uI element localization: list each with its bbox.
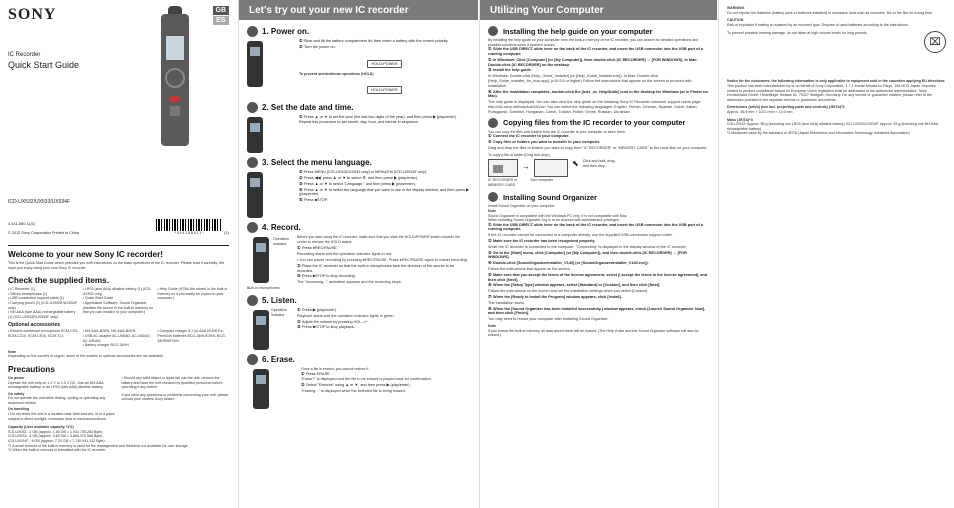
mass-title: Mass (JEITA)*3 bbox=[727, 117, 753, 122]
supplied-title: Check the supplied items. bbox=[8, 276, 110, 286]
barcode bbox=[156, 219, 222, 231]
recorder-illustration bbox=[247, 172, 263, 218]
so-intro: Install Sound Organizer on your computer. bbox=[488, 204, 556, 209]
precaution-text: • Should any solid object or liquid fall into the unit, remove the battery and have the unit checked by qualified personnel before operating it any further. bbox=[121, 375, 223, 390]
barcode-suffix: (1) bbox=[224, 230, 229, 235]
ic-recorder-label: IC RECORDER or MEMORY CARD bbox=[488, 178, 518, 187]
supplied-item: • LR03 (size AAA) alkaline battery (1) (ICD-UX532 only) bbox=[82, 287, 152, 296]
copyright: © 2012 Sony Corporation Printed in China bbox=[8, 231, 79, 235]
step-1-item: ② Turn the power on. bbox=[299, 44, 336, 49]
hold-caption: To prevent unintentional operations (HOLD) bbox=[299, 71, 374, 76]
optional-item: • Battery charger BCG-34HH bbox=[82, 343, 129, 348]
help-item: ① Slide the USB DIRECT slide lever on the back of the IC recorder, and insert the USB connector into the USB port of a running computer. bbox=[488, 47, 703, 56]
mass-text: ICD-UX532: Approx. 58 g (including one LR03 (size AAA) alkaline battery) ICD-UX533/UX534F: Approx. 53 g (including one NH-AAA rechargeable battery) bbox=[727, 122, 939, 131]
optional-item: • NH-AAA-B2KN, NH-AAA-B2EN bbox=[82, 329, 136, 334]
step-3-item: ② Press ◀◀, press ▲ or ▼ to select ⚙, and then press ▶ (play/enter). bbox=[299, 175, 419, 180]
step-6-sub: "Erasing..." is displayed while the selected file is being erased. bbox=[301, 388, 406, 393]
part-number: 4-441-880-11(1) bbox=[8, 222, 36, 226]
step-6-header bbox=[247, 354, 470, 365]
supplied-item: • Carrying pouch (1) (ICD-UX533F/UX534F only) bbox=[8, 300, 77, 310]
handling-title: On handling bbox=[8, 407, 29, 412]
step-dot-icon bbox=[247, 26, 258, 37]
step-6-sub: "Erase?" is displayed and the file to be erased is played back for confirmation. bbox=[301, 377, 432, 382]
computer-label: Your computer bbox=[530, 178, 554, 183]
step-4-item: ① Press ●REC/PAUSE. bbox=[297, 246, 338, 251]
step-3-header bbox=[247, 157, 470, 168]
warning-text: Do not expose the batteries (battery pack or batteries installed) to excessive heat such as sunshine, fire or the like for a long time. bbox=[727, 10, 933, 15]
step-3-item: ③ Press ▲ or ▼ to select "Language," and then press ▶ (play/enter). bbox=[299, 181, 417, 186]
step-dot-icon bbox=[247, 222, 258, 233]
so-item: ① Slide the USB DIRECT slide lever on the back of the IC recorder, and insert the USB connector into the USB port of a running computer. bbox=[488, 222, 703, 232]
capacity-line: ICD-UX532 : 2 GB (approx. 1.60 GB = 1,932,735,283 Byte) bbox=[8, 429, 103, 434]
caution-title: CAUTION bbox=[727, 18, 744, 23]
supplied-item: • Quick Start Guide bbox=[82, 296, 114, 301]
caution-text: Risk of explosion if battery is replaced by an incorrect type. Dispose of used batteries according to the instructions. bbox=[727, 22, 909, 27]
precautions-body bbox=[8, 376, 229, 421]
step-5-header bbox=[247, 295, 470, 306]
operation-indicator-label: Operation indicator bbox=[273, 237, 289, 246]
step-4-header bbox=[247, 222, 470, 233]
step-2-header bbox=[247, 102, 470, 113]
help-item-sub: The help guide is displayed. You can also view the help guide on the following Sony IC Recorder customer support home page: http://rd1.sony.net/help/icd/u50/ce/ You can select the following languages: English, French, German, Spanish, Dutch, Italian, Portuguese, Swedish, Hungarian, Czech, Turkish, Polish, Greek, Russian, Ukrainian bbox=[488, 100, 702, 114]
dim-text: Approx. 36.6 mm × 102.0 mm × 13.9 mm bbox=[727, 109, 793, 114]
so-hint: When installing Sound Organizer, log in to an account with administrator privileges. bbox=[488, 218, 620, 223]
precaution-text: If you have any questions or problems concerning your unit, please consult your nearest Sony dealer. bbox=[121, 392, 229, 402]
step-dot-icon bbox=[247, 102, 258, 113]
help-item: ④ After the installation completes, double-click the [icdx_ux_HelpGuide] icon in the desktop for Windows (or in Finder for Mac). bbox=[488, 89, 709, 99]
optional-item: • Compact charger & 2 pc AAA Ni-MH Ex-Premium batteries BCG-34HUE2KN, BCG-34HRMF2KN bbox=[157, 329, 227, 343]
recorder-illustration bbox=[161, 6, 189, 146]
supplied-item: • Stereo headphones (1) bbox=[8, 291, 48, 296]
step-6-item: ② Select "Execute" using ▲ or ▼, and then press ▶ (play/enter). bbox=[301, 383, 411, 388]
copy-title: Copying files from the IC recorder to your computer bbox=[503, 118, 686, 128]
lang-code-es: ES bbox=[213, 16, 230, 25]
step-4-sub: • You can pause recording by pressing ●REC/PAUSE. Press ●REC/PAUSE again to restart recording. bbox=[297, 257, 468, 262]
drag-instruction: Click and hold, drag, and then drop. bbox=[582, 159, 616, 168]
so-item: ⑤ Make sure that you accept the terms of the license agreement, select [I accept the terms in the license agreement], and then click [Next]. bbox=[488, 272, 708, 282]
built-in-mic-label: Built-in microphones bbox=[247, 286, 280, 291]
optional-item: • USB AC adaptor AC-U50AD, AC-U50AG, AC-U50AG bbox=[82, 333, 151, 343]
supplied-items bbox=[8, 287, 229, 319]
supplied-item: • USB connection support cable (1) bbox=[8, 296, 64, 301]
step-1-item: ① Slide and lift the battery compartment lid, then insert a battery with the correct polarity. bbox=[299, 39, 449, 43]
recorder-back-illustration bbox=[247, 41, 263, 87]
note-label: Note bbox=[8, 349, 16, 354]
hold-switch-label: HOLD•POWER bbox=[367, 60, 401, 68]
try-out-column bbox=[238, 0, 478, 508]
help-guide-title: Installing the help guide on your computer bbox=[503, 26, 653, 36]
dim-title: Dimensions (w/h/d) (not incl. projecting parts and controls) (JEITA)*3 bbox=[727, 105, 845, 110]
step-5-item: ② Adjust the volume by pressing VOL –/+. bbox=[297, 319, 369, 324]
supplied-item: • NH-AAA (size AAA) rechargeable battery (1) (ICD-UX533F/UX534F only) bbox=[8, 310, 76, 319]
so-note-label: Note bbox=[488, 208, 496, 213]
step-2-item: ① Press ▲ or ▼ to set the year (the last two digits of the year), and then press ▶ (play/enter). Repeat this procedure to set month, day, hour, and minute in sequence. bbox=[299, 115, 458, 124]
step-4-item: ② Place the IC recorder so that the built-in microphones face the direction of the source to be recorded. bbox=[297, 263, 455, 273]
step-2-title: 2. Set the date and time. bbox=[262, 103, 354, 113]
so-item: ② Make sure the IC recorder has been recognized properly. bbox=[488, 239, 596, 244]
capacity-title: Capacity (User available capacity *1*2) bbox=[8, 425, 74, 430]
so-item-sub: The installation starts. bbox=[488, 300, 525, 305]
step-5-item: ③ Press ■STOP to stop playback. bbox=[297, 325, 355, 330]
copy-item-sub: Drag and drop the files or folders you want to copy from "IC RECORDER" or "MEMORY CARD" to the local disk on your computer. bbox=[488, 145, 708, 150]
so-item-sub: If the IC recorder cannot be connected to a computer directly, use the supplied USB connection support cable. bbox=[488, 233, 673, 238]
step-3-title: 3. Select the menu language. bbox=[262, 158, 372, 168]
step-6-note: Once a file is erased, you cannot restore it. bbox=[301, 366, 370, 371]
legal-column bbox=[718, 0, 954, 508]
so-item-sub: While the IC recorder is connected to the computer, "Connecting" is displayed in the display window of the IC recorder. bbox=[488, 244, 687, 249]
lang-code-gb: GB bbox=[213, 6, 230, 15]
recorder-illustration bbox=[253, 369, 269, 409]
step-4-title: 4. Record. bbox=[262, 223, 301, 233]
copy-caption: To copy a file or folder (Drag and drop) bbox=[488, 152, 550, 157]
barcode-number: * 4 4 4 1 8 8 0 1 1 * bbox=[174, 231, 204, 235]
step-dot-icon bbox=[247, 295, 258, 306]
help-item: ② In Windows: Click [Computer] (or [My Computer]), then double-click [IC RECORDER] → [FOR WINDOWS]. In Mac: Double-click [IC RECORDER] on the desktop. bbox=[488, 57, 698, 67]
sound-organizer-title: Installing Sound Organizer bbox=[503, 192, 598, 202]
recorder-illustration bbox=[253, 237, 269, 283]
note-text: Depending on the country or region, some of the models or optional accessories are not available. bbox=[8, 354, 164, 359]
eu-title: Notice for the customers: the following information is only applicable to equipment sold in the countries applying EU directives bbox=[727, 79, 945, 84]
so-item: ④ Double-click [SoundOrganizerInstaller_V140] (or [SoundOrganizerInstaller_V140.exe]). bbox=[488, 261, 649, 266]
recorder-illustration bbox=[253, 310, 269, 350]
copy-header bbox=[488, 118, 709, 128]
help-guide-header bbox=[488, 26, 709, 36]
so-item-sub: Follow the instructions that appear on the screen. bbox=[488, 267, 571, 272]
hearing-text: To prevent possible hearing damage, do not listen at high volume levels for long periods. bbox=[727, 31, 868, 36]
so-item: ⑦ When the [Ready to Install the Program] window appears, click [Install]. bbox=[488, 295, 622, 300]
step-5-title: 5. Listen. bbox=[262, 295, 297, 305]
step-4-sub: The "Accessing..." animation appears and the recording stops. bbox=[297, 280, 402, 285]
model-numbers: ICD-UX532/UX533/UX534F bbox=[8, 199, 70, 205]
product-name: IC Recorder bbox=[8, 52, 41, 58]
capacity-line: ICD-UX533 : 4 GB (approx. 3.60 GB = 3,865,470,566 Byte) bbox=[8, 434, 103, 439]
so-item-sub: Follow the instructions on the screen and set the installation settings when you select [Custom]. bbox=[488, 289, 649, 294]
step-4-sub: Recording starts and the operation indicator lights in red. bbox=[297, 252, 393, 257]
mass-note: *3 Measured value by the standard of JEITA (Japan Electronics and Information Technology Industries Association) bbox=[727, 131, 910, 136]
recorder-illustration bbox=[247, 117, 263, 153]
sony-logo: SONY bbox=[8, 6, 57, 23]
cover-column bbox=[0, 0, 237, 508]
optional-title: Optional accessories bbox=[8, 322, 61, 329]
so-item: ⑥ When the [Setup Type] window appears, select [Standard] or [Custom], and then click [Next]. bbox=[488, 283, 661, 288]
so-end-note: You may need to restart your computer after installing Sound Organizer. bbox=[488, 317, 609, 322]
weee-bin-icon: ⌧ bbox=[924, 31, 946, 53]
step-1-header bbox=[247, 26, 470, 37]
safety-title: On safety bbox=[8, 391, 25, 396]
capacity-line: ICD-UX534F : 8 GB (approx. 7.20 GB = 7,730,941,132 Byte) bbox=[8, 439, 105, 444]
step-3-item: ⑤ Press ■STOP. bbox=[299, 198, 328, 203]
copy-item: ② Copy files or folders you want to transfer to your computer. bbox=[488, 139, 601, 144]
step-3-item: ① Press MENU (ICD-UX532/UX533 only) or MENU/FM (ICD-UX534F only). bbox=[299, 170, 428, 175]
hold-switch-label: HOLD•POWER bbox=[367, 86, 401, 94]
folder-icon bbox=[488, 159, 518, 177]
supplied-item: • IC Recorder (1) bbox=[8, 287, 36, 292]
so-item: ③ Go to the [Start] menu, click [Computer] (or [My Computer]), and then double-click [IC RECORDER] → [FOR WINDOWS]. bbox=[488, 250, 687, 260]
power-text: Operate the unit only on 1.2 V or 1.5 V DC. Use an NH-AAA rechargeable battery or an LR03 (size AAA) alkaline battery. bbox=[8, 380, 104, 390]
step-3-item: ④ Press ▲ or ▼ to select the language that you want to use in the display window, and then press ▶ (play/enter). bbox=[299, 187, 469, 197]
step-dot-icon bbox=[488, 26, 498, 36]
guide-title: Quick Start Guide bbox=[8, 60, 80, 70]
so-note: Sound Organizer is compatible with the Windows PC only. It is not compatible with Mac. bbox=[488, 213, 628, 218]
step-6-title: 6. Erase. bbox=[262, 354, 295, 364]
computer-window-icon bbox=[534, 159, 568, 177]
divider bbox=[8, 245, 229, 246]
power-title: On power bbox=[8, 375, 25, 380]
operation-indicator-label: Operation indicator bbox=[271, 307, 287, 317]
drag-drop-illustration bbox=[488, 159, 709, 177]
final-note-label: Note bbox=[488, 324, 496, 329]
so-item: ⑧ When the [Sound Organizer has been installed successfully.] window appears, check [Launch Sound Organizer Now], and then click [Finish]. bbox=[488, 306, 706, 316]
help-guide-intro: By installing the help guide on your computer from the built-in memory of the IC recorder, you can search for detailed operations and possible solutions when a problem occurs. bbox=[488, 38, 699, 47]
step-4-item: ③ Press ■STOP to stop recording. bbox=[297, 274, 356, 279]
welcome-body: This is the Quick Start Guide which provides you with instructions on the basic operations of the IC recorder. Please read it carefully. We hope you enjoy using your new Sony IC recorder. bbox=[8, 261, 225, 270]
footnote: *1 A small amount of the built-in memory is used for the management and therefore not available for user storage. bbox=[8, 443, 189, 448]
computer-column bbox=[479, 0, 717, 508]
step-1-title: 1. Power on. bbox=[262, 27, 310, 36]
precautions-title: Precautions bbox=[8, 364, 55, 374]
warning-title: WARNING bbox=[727, 6, 745, 10]
final-note: If you format the built-in memory, all data stored there will be erased. (The Help Guide and the Sound Organizer software will also be erased.) bbox=[488, 328, 699, 338]
footnote: *2 When the built-in memory is formatted with the IC recorder. bbox=[8, 448, 107, 453]
step-dot-icon bbox=[488, 192, 498, 202]
sound-organizer-header bbox=[488, 192, 709, 202]
safety-text: Do not operate the unit while driving, cycling or operating any motorized vehicle. bbox=[8, 396, 106, 405]
supplied-item: • Help Guide (HTML file stored in the built-in memory so it can easily be copied to your computer.) bbox=[157, 287, 228, 301]
eu-text: This product has been manufactured by or on behalf of Sony Corporation, 1-7-1 Konan Minato-ku Tokyo, 108-0075 Japan. Inquiries related to product compliance based on European Union legislation shall be addressed to the authorized representative, Sony Deutschland GmbH, Hedelfinger Strasse 61, 70327 Stuttgart, Germany. For any service or guarantee matters, please refer to the addresses provided in the separate service or guarantee documents. bbox=[727, 83, 936, 102]
copy-intro: You can copy the files and folders from the IC recorder to your computer to store them. bbox=[488, 129, 626, 134]
cursor-icon: ⬉ bbox=[572, 159, 579, 169]
help-item: ③ Install the help guide. bbox=[488, 68, 532, 73]
step-dot-icon bbox=[247, 354, 258, 365]
optional-item: • Electret condenser microphone ECM-CS3, ECM-CZ10, ECM-CS10, ECM-TL1 bbox=[8, 329, 79, 338]
step-5-sub: Playback starts and the operation indicator lights in green. bbox=[297, 313, 395, 318]
computer-band: Utilizing Your Computer bbox=[480, 0, 717, 20]
step-dot-icon bbox=[247, 157, 258, 168]
handling-text: • Do not leave the unit in a location near heat sources, or in a place subject to direct sunlight, excessive dust or mechanical shock. bbox=[8, 412, 115, 421]
step-4-note: Before you start using the IC recorder, make sure that you slide the HOLD•POWER switch towards the center to release the HOLD status. bbox=[297, 235, 461, 244]
step-5-item: ① Press ▶ (play/enter). bbox=[297, 307, 337, 312]
copy-item: ① Connect the IC recorder to your computer. bbox=[488, 134, 570, 139]
try-out-band: Let's try out your new IC recorder bbox=[239, 0, 478, 20]
welcome-title: Welcome to your new Sony IC recorder! bbox=[8, 250, 163, 259]
optional-items bbox=[8, 329, 229, 347]
step-dot-icon bbox=[488, 118, 498, 128]
step-6-item: ① Press ERASE. bbox=[301, 371, 331, 376]
help-item-sub: In Windows: Double-click [Help_Guide_Installer] (or [Help_Guide_Installer.exe]). In Mac: Double-click [Help_Guide_Installer_for_mac.app]. (v10.5.8 or higher) Follow the instructions that appear on the screen to proceed with installation. bbox=[488, 74, 692, 88]
arrow-right-icon: → bbox=[522, 162, 530, 172]
supplied-item: • Application Software, Sound Organizer (installer file stored in the built-in memory so that you can install it to your computer.) bbox=[82, 300, 153, 315]
